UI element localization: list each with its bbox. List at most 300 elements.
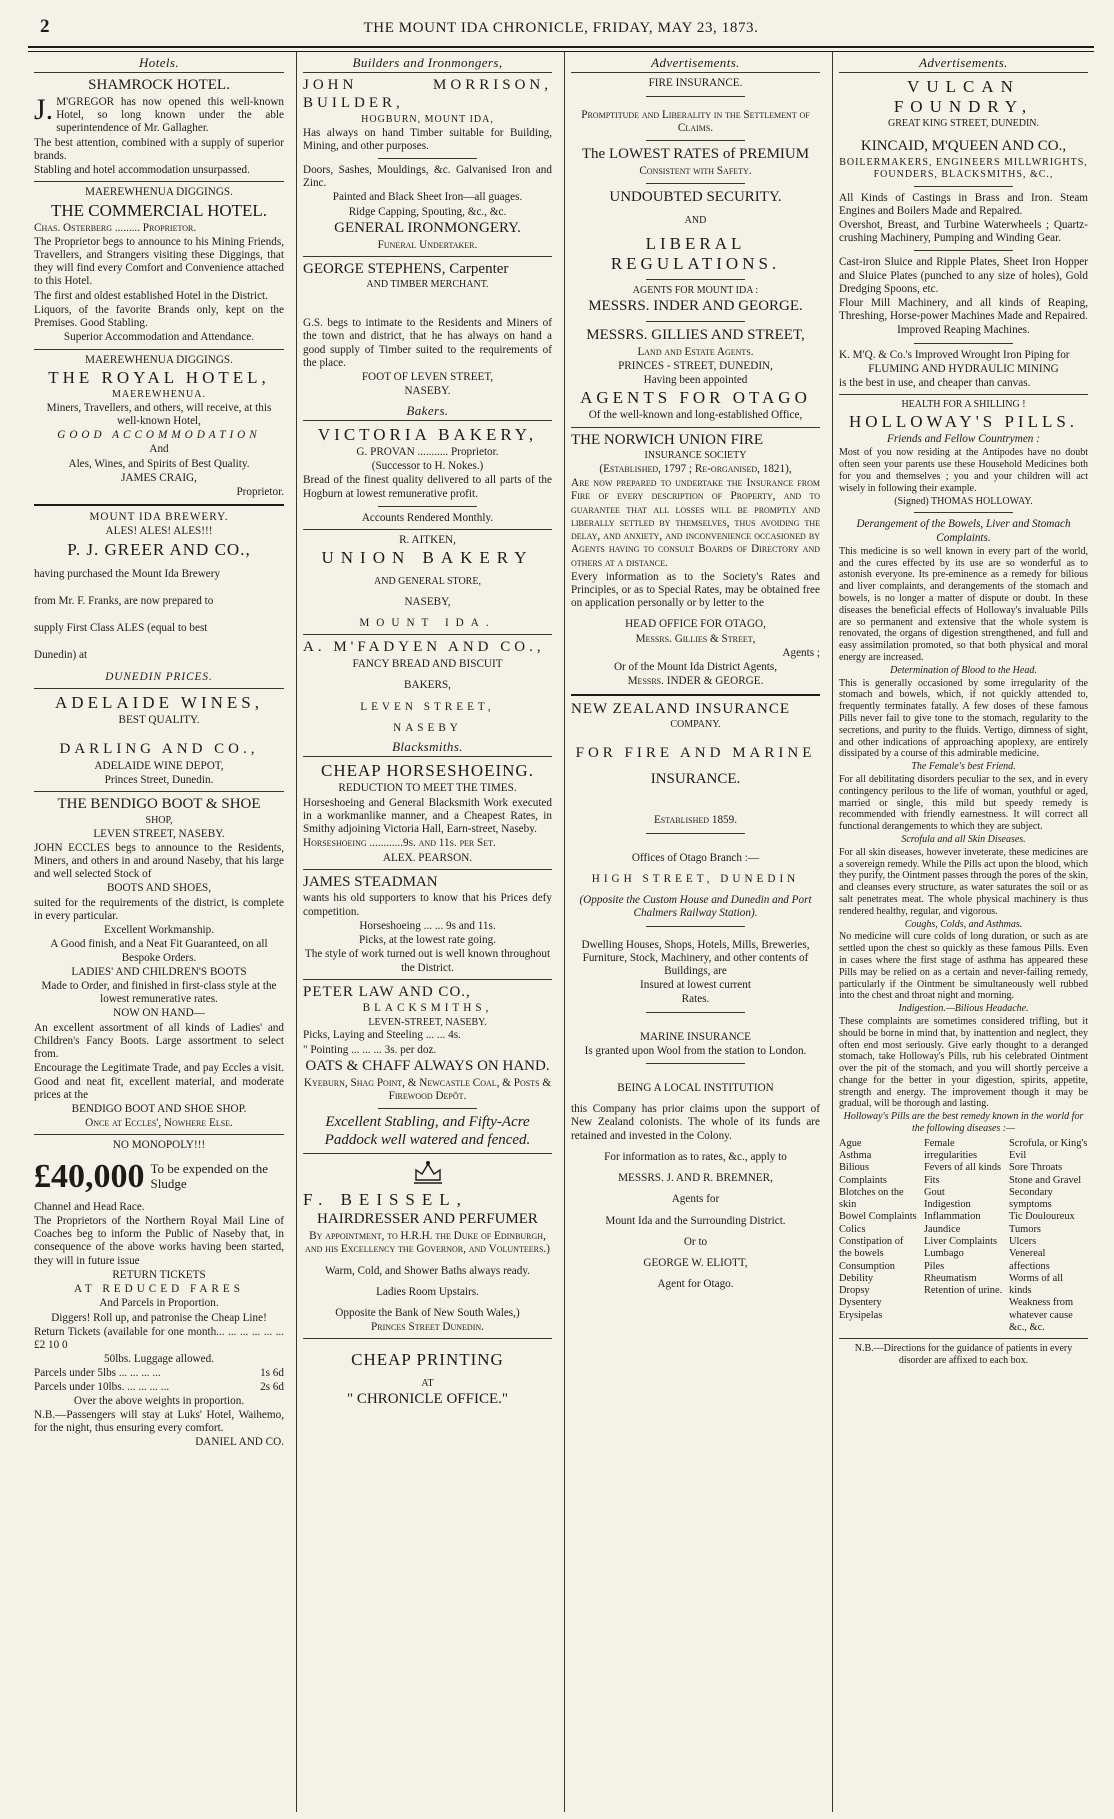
ad-body: suited for the requirements of the district, is complete in every particular.: [34, 896, 284, 922]
ad-amount: £40,000: [34, 1157, 145, 1195]
ad-body: Doors, Sashes, Mouldings, &c. Galvanised Iron and Zinc.: [303, 163, 552, 190]
divider: [914, 512, 1014, 513]
divider: [646, 1063, 746, 1064]
ad-vulcan-foundry: [839, 77, 1088, 390]
list-item: Rheumatism: [924, 1272, 977, 1284]
ad-body: NOW ON HAND—: [113, 1007, 205, 1020]
list-item: Dysentery: [839, 1297, 882, 1309]
ad-royal-hotel: [34, 354, 284, 500]
ad-body: NASEBY,: [404, 596, 451, 609]
ad-shamrock-hotel: [34, 77, 284, 177]
ad-body: Of the well-known and long-established Office,: [588, 409, 803, 422]
ad-body: Encourage the Legitimate Trade, and pay Eccles a visit. Good and neat fit, excellent material, and moderate prices at the: [34, 1062, 284, 1101]
list-item: Consumption: [839, 1260, 896, 1272]
ad-title: THE COMMERCIAL HOTEL.: [50, 200, 268, 220]
section-advertisements: Advertisements.: [571, 52, 820, 73]
ad-body: REDUCTION TO MEET THE TIMES.: [338, 782, 517, 795]
ad-body: Friends and Fellow Countrymen :: [887, 433, 1040, 446]
ad-body: Horseshoeing ... ... 9s and 11s.: [359, 919, 496, 932]
ad-body: The best attention, combined with a supply of superior brands.: [34, 136, 284, 162]
ad-body: These complaints are sometimes considered trifling, but it should be borne in mind that, by inattention and neglect, they often end most seriously. Give early thought to a deranged stomach, take Holloway's Pills, rub his celebrated Ointment over the pit of the stomach, and you will shortly perceive a change for the better in your digestion, spirits, appetite, strength and energy. The improvement though it may be gradual, will be thorough and lasting.: [839, 1015, 1088, 1110]
ad-title: NEW ZEALAND INSURANCE: [571, 700, 791, 717]
columns: [28, 52, 1094, 1812]
ad-body: Horseshoeing and General Blacksmith Work executed in a workmanlike manner, and a Cheapest Rates, in Smithy adjoining Victoria Hall, Earn-street, Naseby.: [303, 796, 552, 836]
ad-body: MESSRS. J. AND R. BREMNER,: [618, 1172, 773, 1185]
ad-ales: ALES! ALES! ALES!!!: [105, 525, 213, 538]
ad-victoria-bakery: [303, 425, 552, 525]
divider: [34, 349, 284, 350]
ad-body: Over the above weights in proportion.: [73, 1394, 245, 1407]
ad-body: supply First Class ALES (equal to best: [34, 622, 208, 635]
section-hotels: Hotels.: [34, 52, 284, 73]
ad-sub: COMPANY.: [670, 719, 721, 731]
list-item: Bowel Complaints: [839, 1211, 917, 1223]
column-1: [28, 52, 290, 1812]
ad-body: Established 1859.: [653, 814, 738, 827]
ad-body: MARINE INSURANCE: [640, 1030, 751, 1043]
ad-union-bakery: [303, 534, 552, 631]
ad-addr: LEVEN-STREET, NASEBY.: [368, 1016, 487, 1028]
ad-body: Bread of the finest quality delivered to all parts of the Hogburn at lowest remunerative profit.: [303, 474, 552, 500]
ad-body: For all debilitating disorders peculiar to the sex, and in every contingency perilous to the life of woman, youthful or aged, married or single, this mild but speedy remedy is recommended with friendly earnestness. It will correct all functional derangements to which they are subject.: [839, 773, 1088, 833]
ad-body: MOUNT IDA.: [359, 617, 496, 630]
ad-body: GEORGE W. ELIOTT,: [643, 1257, 748, 1269]
list-item: Gout: [924, 1186, 945, 1198]
divider: [303, 979, 552, 980]
ad-body: Picks, at the lowest rate going.: [358, 934, 497, 947]
ad-body: GOOD ACCOMMODATION: [57, 429, 261, 442]
ad-body: Accounts Rendered Monthly.: [361, 511, 494, 524]
ad-body: Princes Street, Dunedin.: [104, 773, 214, 786]
ad-body: GENERAL IRONMONGERY.: [334, 219, 521, 236]
section-blacksmiths: Blacksmiths.: [303, 736, 552, 757]
divider: [303, 256, 552, 257]
ad-title: CHEAP HORSESHOEING.: [321, 761, 534, 781]
diseases-list: [839, 1138, 1088, 1334]
ad-body: Funeral Undertaker.: [377, 238, 478, 251]
page-number: 2: [40, 16, 50, 37]
list-item: Ulcers: [1009, 1236, 1037, 1247]
ad-body: FLUMING AND HYDRAULIC MINING: [868, 362, 1059, 375]
divider: [303, 1338, 552, 1339]
ad-title: THE ROYAL HOTEL,: [48, 367, 270, 387]
ad-place: MAEREWHENUA DIGGINGS.: [85, 353, 233, 366]
ad-footnote: N.B.—Directions for the guidance of patients in every disorder are affixed to each box.: [854, 1343, 1073, 1366]
divider: [303, 634, 552, 635]
divider: [646, 96, 746, 97]
ad-body: Ridge Capping, Spouting, &c., &c.: [348, 205, 507, 218]
list-item: Inflammation: [924, 1211, 981, 1223]
ad-body: BEST QUALITY.: [118, 713, 200, 726]
list-item: Fevers of all kinds: [924, 1162, 1002, 1174]
ad-body: Superior Accommodation and Attendance.: [63, 331, 255, 344]
ad-title: NO MONOPOLY!!!: [112, 1139, 206, 1152]
list-item: Indigestion: [924, 1199, 971, 1211]
ad-body: LIBERAL REGULATIONS.: [610, 234, 781, 274]
diseases-col-1: [839, 1138, 918, 1334]
ad-body: N.B.—Passengers will stay at Luks' Hotel, Waihemo, for the night, thus ensuring every comfort.: [34, 1409, 284, 1435]
ad-body: Insured at lowest current: [640, 979, 751, 992]
amount-block: [34, 1157, 284, 1197]
ad-body: having purchased the Mount Ida Brewery: [34, 567, 221, 580]
ad-body: Or of the Mount Ida District Agents,: [613, 661, 778, 674]
ad-body: BENDIGO BOOT AND SHOE SHOP.: [71, 1102, 247, 1115]
list-item: Erysipelas: [839, 1309, 883, 1321]
ad-title: PETER LAW AND CO.,: [303, 983, 471, 1000]
ad-body: is the best in use, and cheaper than canvas.: [839, 377, 1031, 390]
ad-body: " Pointing ... ... ... 3s. per doz.: [303, 1043, 437, 1056]
section-builders: Builders and Ironmongers,: [303, 52, 552, 73]
ad-body: BOILERMAKERS, ENGINEERS MILLWRIGHTS, FOUNDERS, BLACKSMITHS, &C.,: [839, 156, 1088, 180]
ad-body: (Successor to H. Nokes.): [371, 460, 484, 473]
ad-body: For information as to rates, &c., apply to: [604, 1150, 787, 1163]
ad-john-morrison: [303, 77, 552, 251]
ad-body: Cast-iron Sluice and Ripple Plates, Sheet Iron Hopper and Sluice Plates (punched to any size of holes), Gold Dredging Spoons, etc.: [839, 256, 1088, 295]
ad-holloways-pills: [839, 399, 1088, 1366]
ad-body: PRINCES - STREET, DUNEDIN,: [618, 359, 773, 372]
ad-george-stephens: [303, 261, 552, 399]
ad-subhead: Derangement of the Bowels, Liver and Stomach Complaints.: [856, 518, 1071, 544]
price-row: [34, 1367, 284, 1380]
ad-body: wants his old supporters to know that his Prices defy competition.: [303, 892, 552, 918]
list-item: Liver Complaints: [924, 1236, 998, 1247]
ad-body: Overshot, Breast, and Turbine Waterwheels ; Quartz-crushing Machinery, Pumping and Winding Gear.: [839, 218, 1088, 245]
ad-body: All Kinds of Castings in Brass and Iron. Steam Engines and Boilers Made and Repaired.: [839, 191, 1088, 217]
ad-body: No medicine will cure colds of long duration, or such as are settled upon the chest so quickly as these famous Pills. Even in cases where the first stage of asthma has appeared these Pills may be relied on as a certain and never-failing remedy, particularly if the Ointment be simultaneously well rubbed into the chest and throat night and morning.: [839, 931, 1088, 1002]
ad-body: AND GENERAL STORE,: [374, 576, 481, 588]
list-item: Tumors: [1009, 1223, 1041, 1235]
ad-body: Having been appointed: [643, 374, 748, 387]
ad-title: SHAMROCK HOTEL.: [88, 77, 230, 94]
masthead: [28, 10, 1094, 48]
ad-body: Messrs. INDER & GEORGE.: [627, 675, 764, 688]
ad-cheap-printing: [303, 1343, 552, 1409]
list-item: Blotches on the skin: [839, 1186, 904, 1211]
ad-body: Dwelling Houses, Shops, Hotels, Mills, Breweries, Furniture, Stock, Machinery, and other contents of Buildings, are: [581, 938, 810, 977]
ad-body: Every information as to the Society's Rates and Principles, or as to Special Rates, may be obtained free on application personally or by letter to the: [571, 570, 820, 610]
divider: [839, 1338, 1088, 1339]
ad-body: OATS & CHAFF ALWAYS ON HAND.: [305, 1057, 550, 1074]
ad-body: LADIES' AND CHILDREN'S BOOTS: [71, 965, 247, 978]
column-2: [296, 52, 558, 1812]
ad-body: from Mr. F. Franks, are now prepared to: [34, 594, 214, 607]
divider: [34, 181, 284, 182]
ad-firm: DARLING AND CO.,: [59, 741, 259, 757]
ad-body: Horseshoeing ............9s. and 11s. per Set.: [303, 837, 496, 850]
ad-body: Ales, Wines, and Spirits of Best Quality.: [68, 457, 250, 470]
diseases-col-3: [1009, 1138, 1088, 1334]
ad-addr: GREAT KING STREET, DUNEDIN.: [887, 118, 1039, 130]
ad-body: The LOWEST RATES of PREMIUM: [581, 145, 810, 162]
ad-peter-law: [303, 984, 552, 1150]
ad-body: K. M'Q. & Co.'s Improved Wrought Iron Piping for: [839, 348, 1070, 361]
list-item: Female irregularities: [924, 1137, 978, 1162]
ad-body: Excellent Workmanship.: [103, 924, 215, 937]
ad-bendigo-boot-shop: [34, 796, 284, 1130]
ad-sub: INSURANCE SOCIETY: [644, 450, 747, 462]
ad-body: AGENTS FOR MOUNT IDA :: [632, 285, 759, 297]
divider: [839, 394, 1088, 395]
section-advertisements: Advertisements.: [839, 52, 1088, 73]
ad-title: THE NORWICH UNION FIRE: [571, 431, 764, 448]
divider: [378, 1108, 478, 1109]
ad-body: 50lbs. Luggage allowed.: [104, 1353, 214, 1366]
ad-body: INSURANCE.: [650, 770, 741, 787]
ad-role: Proprietor.: [236, 485, 284, 498]
list-item: Constipation of the bowels: [839, 1236, 904, 1260]
ad-subhead: Determination of Blood to the Head.: [890, 664, 1037, 676]
diseases-col-2: [924, 1138, 1003, 1334]
ad-body: Princes Street Dunedin.: [371, 1321, 484, 1334]
ad-title: ADELAIDE WINES,: [55, 692, 263, 712]
ad-cheap-horseshoeing: [303, 761, 552, 864]
ad-signature: ALEX. PEARSON.: [382, 851, 473, 864]
ad-body: Improved Reaping Machines.: [897, 324, 1030, 337]
ad-body: Picks, Laying and Steeling ... ... 4s.: [303, 1029, 461, 1042]
ad-title: VICTORIA BAKERY,: [317, 424, 538, 444]
ad-body: RETURN TICKETS: [112, 1268, 206, 1281]
ad-body: The Proprietor begs to announce to his Mining Friends, Travellers, and Strangers visiting these Diggings, that they will find every Comfort and Convenience attached to this Hotel.: [34, 235, 284, 288]
ad-body: UNDOUBTED SECURITY.: [609, 188, 782, 205]
list-item: Sore Throats: [1009, 1162, 1063, 1174]
ad-body: Warm, Cold, and Shower Baths always ready.: [325, 1264, 530, 1277]
ad-body: HAIRDRESSER AND PERFUMER: [317, 1211, 538, 1228]
ad-body: The first and oldest established Hotel in the District.: [34, 289, 268, 302]
ad-body: this Company has prior claims upon the support of New Zealand colonists. The whole of its funds are retained and invested in the Colony.: [571, 1103, 820, 1142]
ad-amount-text: To be expended on the Sludge: [150, 1161, 268, 1191]
ad-title: JAMES STEADMAN: [303, 873, 438, 890]
ad-body: Liquors, of the favorite Brands only, kept on the Premises. Good Stabling.: [34, 303, 284, 330]
list-item: Scrofula, or King's Evil: [1009, 1137, 1088, 1162]
list-item: Asthma: [839, 1150, 872, 1162]
divider: [378, 158, 478, 159]
list-item: Lumbago: [924, 1248, 964, 1260]
price-value: 2s 6d: [260, 1380, 284, 1393]
ad-place: MAEREWHENUA DIGGINGS.: [85, 186, 233, 199]
ad-body: JOHN ECCLES begs to announce to the Residents, Miners, and others in and around Naseby, that his large and well selected Stock of: [34, 841, 284, 881]
ad-body: Stabling and hotel accommodation unsurpassed.: [34, 164, 250, 177]
ad-body: MESSRS. INDER AND GEORGE.: [588, 298, 803, 315]
ad-body: Offices of Otago Branch :—: [631, 851, 760, 864]
ad-body: Ladies Room Upstairs.: [376, 1285, 479, 1298]
ad-body: Once at Eccles', Nowhere Else.: [85, 1117, 233, 1130]
ad-body: ADELAIDE WINE DEPOT,: [94, 759, 224, 772]
list-item: Tic Douloureux: [1009, 1211, 1075, 1223]
list-item: Stone and Gravel: [1009, 1174, 1082, 1186]
ad-body: Miners, Travellers, and others, will receive, at this well-known Hotel,: [46, 401, 272, 427]
ad-kicker: HEALTH FOR A SHILLING !: [901, 399, 1026, 411]
ad-body: Rates.: [681, 993, 710, 1006]
ad-beissel: [303, 1158, 552, 1334]
ad-body: Consistent with Safety.: [639, 164, 752, 177]
ad-fire-insurance: [571, 77, 820, 422]
ad-body: And Parcels in Proportion.: [99, 1297, 219, 1310]
ad-firm: KINCAID, M'QUEEN AND CO.,: [860, 138, 1067, 155]
ad-body: Agents ;: [782, 646, 820, 659]
ad-body: FANCY BREAD AND BISCUIT: [352, 658, 503, 671]
list-item: Secondary symptoms: [1009, 1186, 1053, 1211]
ad-body: Flour Mill Machinery, and all kinds of Reaping, Threshing, Horse-power Machines Made and Repaired.: [839, 297, 1088, 323]
column-4: [832, 52, 1094, 1812]
ad-norwich-union: [571, 432, 820, 689]
ad-title: VULCAN FOUNDRY,: [893, 77, 1034, 117]
list-item: Jaundice: [924, 1223, 961, 1235]
ad-body: FOOT OF LEVEN STREET,: [361, 371, 494, 384]
divider: [378, 506, 478, 507]
divider: [571, 694, 820, 696]
ad-title: CHEAP PRINTING: [351, 1350, 504, 1370]
ad-title: GEORGE STEPHENS, Carpenter: [303, 260, 509, 277]
ad-body: This is generally occasioned by some irregularity of the stomach and bowels, which, if not quickly attended to, frequently terminates fatally. A few doses of these famous Pills never fail to give tone to the stomach, regularity to the secretions, and purity to the fluids. Vertigo, dimness of sight, and other indications of approaching apoplexy, are entirely dissipated by a course of this admirable medicine.: [839, 677, 1088, 760]
list-item: Ague: [839, 1137, 862, 1149]
divider: [646, 833, 746, 834]
ad-body: Diggers! Roll up, and patronise the Cheap Line!: [51, 1311, 267, 1324]
ad-title: MOUNT IDA BREWERY.: [89, 511, 229, 524]
ad-james-steadman: [303, 874, 552, 975]
ad-body: HEAD OFFICE FOR OTAGO,: [625, 618, 766, 631]
ad-title: F. BEISSEL,: [303, 1190, 468, 1210]
ad-body: DUNEDIN PRICES.: [105, 670, 213, 683]
ad-body: (Established, 1797 ; Re-organised, 1821),: [599, 463, 792, 476]
ad-body: An excellent assortment of all kinds of Ladies' and Children's Fancy Boots. Large assortment to select from.: [34, 1021, 284, 1061]
ad-signature: DANIEL AND CO.: [195, 1436, 284, 1449]
ad-subhead: The Female's best Friend.: [911, 761, 1016, 773]
ad-mount-ida-brewery: [34, 511, 284, 684]
ad-signature: JAMES CRAIG,: [121, 471, 197, 484]
ad-body: A Good finish, and a Neat Fit Guaranteed, on all Bespoke Orders.: [50, 938, 268, 964]
ad-body: For all skin diseases, however inveterate, these medicines are a sovereign remedy. While the Pills act upon the blood, which they purify, the Ointment passes through the pores of the skin, and cleanses every structure, as water saturates the soil or as salt penetrates meat. The whole physical machinery is thus rendered healthy, regular, and vigorous.: [839, 846, 1088, 917]
divider: [646, 321, 746, 322]
ad-body: By appointment, to H.R.H. the Duke of Edinburgh, and his Excellency the Governor, and Volunteers.): [305, 1230, 550, 1256]
ad-body: Is granted upon Wool from the station to London.: [584, 1044, 807, 1057]
ad-body: Agents for: [671, 1193, 720, 1206]
list-item: Colics: [839, 1223, 866, 1235]
ad-sub: AND TIMBER MERCHANT.: [366, 279, 489, 291]
divider: [914, 343, 1014, 344]
ad-mcfadyen: [303, 639, 552, 735]
ad-body: HIGH STREET, DUNEDIN: [591, 872, 800, 885]
ad-addr: LEVEN STREET, NASEBY.: [93, 827, 225, 840]
list-item: Fits: [924, 1174, 940, 1186]
ad-body: Has always on hand Timber suitable for Building, Mining, and other purposes.: [303, 126, 552, 152]
ad-owner: R. AITKEN,: [399, 533, 456, 546]
ad-sub: BLACKSMITHS,: [362, 1002, 493, 1015]
ad-body: LEVEN STREET,: [360, 700, 495, 713]
ad-body: Channel and Head Race.: [34, 1200, 145, 1213]
ad-body: J.M'GREGOR has now opened this well-known Hotel, so long known under the able superintendence of Mr. Gallagher.: [34, 93, 284, 135]
divider: [303, 529, 552, 530]
divider: [303, 869, 552, 870]
ad-body: BOOTS AND SHOES,: [106, 882, 212, 895]
ad-body: Most of you now residing at the Antipodes have no doubt often seen your parents use these Household Medicines both for you and themselves ; you and your children will act wisely in following their example.: [839, 447, 1088, 494]
ad-subhead: Scrofula and all Skin Diseases.: [901, 833, 1026, 845]
price-label: Parcels under 5lbs ... ... ... ...: [34, 1367, 161, 1380]
list-item: Worms of all kinds: [1009, 1272, 1063, 1297]
divider: [646, 1012, 746, 1013]
ad-body: AT REDUCED FARES: [74, 1283, 244, 1296]
ad-body: Agent for Otago.: [657, 1278, 734, 1291]
divider: [571, 427, 820, 428]
ad-body: This medicine is so well known in every part of the world, and the cures effected by its use are so wonderful as to astonish everyone. Its pre-eminence as a remedy for bilious and liver complaints, and derangements of the stomach and bowels, is no longer a matter of dispute or doubt. In these diseases the beneficial effects of Holloway's invaluable Pills are so permanent and extensive that the whole system is renovated, the organs of digestion strengthened, and full and easy assimilation promoted, so that both physical and moral energy are increased.: [839, 545, 1088, 663]
ad-body: FOR FIRE AND MARINE: [575, 745, 816, 762]
ad-body: AT: [421, 1378, 434, 1390]
ad-body: Excellent Stabling, and Fifty-Acre Paddock well watered and fenced.: [324, 1114, 531, 1148]
ad-body: BAKERS,: [404, 679, 451, 692]
list-item: Dropsy: [839, 1285, 870, 1297]
ad-body: AND: [684, 214, 707, 226]
ad-body: (Opposite the Custom House and Dunedin and Port Chalmers Railway Station).: [579, 894, 812, 920]
ad-title: A. M'FADYEN AND CO.,: [303, 639, 545, 656]
ad-subhead: Holloway's Pills are the best remedy known in the world for the following diseases :—: [843, 1111, 1084, 1135]
divider: [646, 279, 746, 280]
price-label: Parcels under 10lbs. ... ... ... ...: [34, 1380, 170, 1393]
ad-body: Are now prepared to undertake the Insurance from Fire of every description of Property, and to guarantee that all losses will be promptly and liberally settled by themselves, thus avoiding the delay, and anxiety, and inconvenience occasioned by Agents having to consult Boards of Directory and others at a distance.: [571, 477, 820, 569]
ad-sub: MAEREWHENUA.: [112, 388, 206, 400]
ad-body: " CHRONICLE OFFICE.": [346, 1391, 508, 1408]
ad-body: Messrs. Gillies & Street,: [635, 632, 756, 645]
ad-sub: SHOP,: [145, 814, 173, 826]
ad-subhead: Coughs, Colds, and Asthmas.: [904, 918, 1023, 930]
divider: [914, 250, 1014, 251]
ad-adelaide-wines: [34, 693, 284, 787]
divider: [914, 186, 1014, 187]
divider: [646, 926, 746, 927]
ad-body: Made to Order, and finished in first-class style at the lowest remunerative rates.: [41, 980, 277, 1006]
divider: [646, 183, 746, 184]
ad-title: FIRE INSURANCE.: [648, 77, 743, 90]
ad-body: Return Tickets (available for one month... ... ... ... ... ... £2 10 0: [34, 1325, 284, 1351]
ad-subhead: Indigestion.—Bilious Headache.: [898, 1003, 1029, 1015]
ad-body: Land and Estate Agents.: [637, 345, 754, 358]
ad-no-monopoly: [34, 1139, 284, 1449]
ad-body: Opposite the Bank of New South Wales,): [335, 1306, 520, 1319]
divider: [303, 1153, 552, 1154]
ad-commercial-hotel: [34, 186, 284, 344]
list-item: Venereal affections: [1009, 1248, 1050, 1272]
divider: [646, 140, 746, 141]
ad-body: Promptitude and Liberality in the Settlement of Claims.: [581, 108, 810, 134]
ad-body: G.S. begs to intimate to the Residents and Miners of the town and district, that he has always on hand a good supply of Timber suited to the requirements of the place.: [303, 317, 552, 369]
ad-proprietor: Chas. Osterberg ......... Proprietor.: [34, 221, 197, 234]
list-item: Weakness from whatever cause: [1009, 1297, 1074, 1321]
ad-body: Kyeburn, Shag Point, & Newcastle Coal, & Posts & Firewood Depôt.: [303, 1076, 552, 1102]
ad-addr: HOGBURN, MOUNT IDA,: [361, 113, 494, 125]
ad-body: Dunedin) at: [34, 649, 88, 662]
royal-crest-icon: [408, 1158, 448, 1188]
list-item: &c., &c.: [1009, 1321, 1045, 1333]
list-item: Debility: [839, 1272, 874, 1284]
ad-title: HOLLOWAY'S PILLS.: [848, 412, 1079, 432]
list-item: Piles: [924, 1260, 945, 1272]
divider: [34, 504, 284, 506]
list-item: Retention of urine.: [924, 1285, 1003, 1297]
ad-body: Or to: [683, 1235, 708, 1248]
divider: [34, 1134, 284, 1135]
price-row: [34, 1381, 284, 1394]
ad-body: The Proprietors of the Northern Royal Mail Line of Coaches beg to inform the Public of Naseby that, in consequence of the above works having been started, they will in future issue: [34, 1214, 284, 1267]
ad-body: Mount Ida and the Surrounding District.: [605, 1214, 786, 1227]
ad-title: UNION BAKERY: [321, 548, 534, 568]
ad-body: AGENTS FOR OTAGO: [580, 388, 811, 408]
newspaper-title: THE MOUNT IDA CHRONICLE, FRIDAY, MAY 23, 1873.: [363, 20, 759, 36]
list-item: Bilious Complaints: [839, 1162, 887, 1186]
divider: [34, 688, 284, 689]
ad-title: THE BENDIGO BOOT & SHOE: [57, 796, 261, 813]
ad-body: MESSRS. GILLIES AND STREET,: [586, 326, 805, 343]
ad-body: Painted and Black Sheet Iron—all guages.: [332, 191, 523, 204]
divider: [34, 791, 284, 792]
ad-body: BEING A LOCAL INSTITUTION: [617, 1082, 774, 1095]
